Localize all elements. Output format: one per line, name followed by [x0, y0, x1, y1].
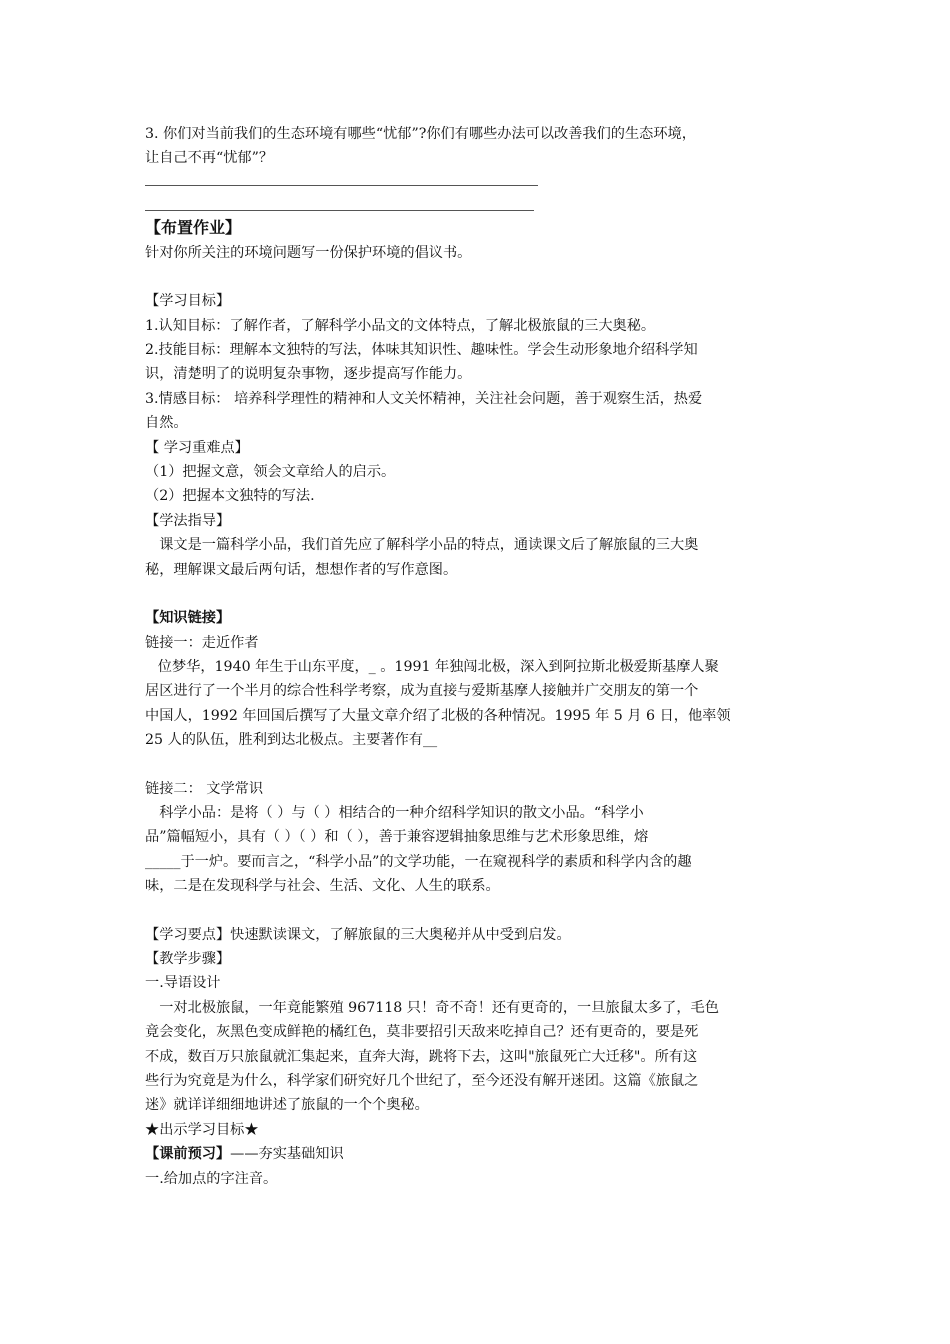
method-line-2: 秘，理解课文最后两句话，想想作者的写作意图。	[145, 561, 458, 578]
method-heading: 【学法指导】	[145, 512, 231, 529]
question-3-line-1: 3. 你们对当前我们的生态环境有哪些“忧郁”?你们有哪些办法可以改善我们的生态环境，	[145, 126, 696, 142]
intro-line-5: 迷》就详详细细地讲述了旅鼠的一个个奥秘。	[145, 1097, 429, 1114]
keypoints-heading: 【学习要点】	[145, 926, 231, 943]
preview-suffix: ——夯实基础知识	[230, 1146, 344, 1163]
link-2-line-1: 科学小品：是将（ ）与（ ）相结合的一种介绍科学知识的散文小品。“科学小	[159, 804, 644, 821]
preview-line	[145, 1142, 813, 1166]
difficulties-heading: 【 学习重难点】	[145, 439, 249, 456]
link-1-line-1: 位梦华，1940 年生于山东平度，_ 。1991 年独闯北极，深入到阿拉斯北极爱斯基摩人聚	[157, 658, 719, 675]
objective-3-line-1: 3.情感目标： 培养科学理性的精神和人文关怀精神，关注社会问题，善于观察生活，热爱	[145, 390, 703, 407]
objective-3-line-2: 自然。	[145, 415, 188, 432]
spacer	[145, 753, 813, 777]
link-2-line-4: 味，二是在发现科学与社会、生活、文化、人生的联系。	[145, 878, 500, 895]
intro-line-4: 些行为究竟是为什么，科学家们研究好几个世纪了，至今还没有解开迷团。这篇《旅鼠之	[145, 1073, 699, 1089]
spacer	[145, 582, 813, 606]
steps-heading: 【教学步骤】	[145, 950, 231, 967]
answer-line-2	[145, 210, 534, 211]
preview-item-1: 一.给加点的字注音。	[145, 1170, 278, 1187]
answer-line-1	[145, 185, 538, 186]
difficulty-2: （2）把握本文独特的写法.	[145, 488, 315, 505]
show-objectives: ★出示学习目标★	[145, 1121, 259, 1138]
intro-line-2: 竟会变化，灰黑色变成鲜艳的橘红色，莫非要招引天敌来吃掉自己？还有更奇的，要是死	[145, 1024, 699, 1041]
link-1-line-2: 居区进行了一个半月的综合性科学考察，成为直接与爱斯基摩人接触并广交朋友的第一个	[145, 683, 699, 700]
knowledge-heading: 【知识链接】	[145, 610, 231, 627]
intro-line-3: 不成，数百万只旅鼠就汇集起来，直奔大海，跳将下去，这叫"旅鼠死亡大迁移"。所有这	[145, 1048, 698, 1065]
difficulty-1: （1）把握文意，领会文章给人的启示。	[145, 464, 396, 481]
keypoints-text: 快速默读课文，了解旅鼠的三大奥秘并从中受到启发。	[230, 926, 571, 943]
intro-line-1: 一对北极旅鼠，一年竟能繁殖 967118 只！奇不奇！还有更奇的，一旦旅鼠太多了，毛色	[159, 999, 719, 1016]
homework-heading: 【布置作业】	[145, 217, 242, 237]
question-3-line-2: 让自己不再“忧郁”？	[145, 150, 274, 167]
steps-sub-1: 一.导语设计	[145, 975, 221, 992]
link-2-line-3: _____于一炉。要而言之，“科学小品”的文学功能，一在窥视科学的素质和科学内含的趣	[145, 853, 692, 870]
method-line-1: 课文是一篇科学小品，我们首先应了解科学小品的特点，通读课文后了解旅鼠的三大奥	[159, 537, 699, 554]
link-1-line-3: 中国人，1992 年回国后撰写了大量文章介绍了北极的各种情况。1995 年 5 月 6 日，他率领	[145, 707, 731, 724]
link-1-title: 链接一：走近作者	[145, 634, 259, 651]
spacer	[145, 265, 813, 289]
homework-text: 针对你所关注的环境问题写一份保护环境的倡议书。	[145, 244, 472, 261]
keypoints-line	[145, 923, 813, 947]
link-2-line-2: 品”篇幅短小，具有（ ）（ ）和（ ），善于兼容逻辑抽象思维与艺术形象思维，熔	[145, 829, 649, 846]
objective-2-line-1: 2.技能目标：理解本文独特的写法，体味其知识性、趣味性。学会生动形象地介绍科学知	[145, 342, 698, 359]
objective-1: 1.认知目标：了解作者，了解科学小品文的文体特点，了解北极旅鼠的三大奥秘。	[145, 317, 656, 334]
link-1-line-4: 25 人的队伍，胜利到达北极点。主要著作有__	[145, 732, 438, 749]
spacer	[145, 899, 813, 923]
document-body	[145, 122, 813, 1191]
objective-2-line-2: 识，清楚明了的说明复杂事物，逐步提高写作能力。	[145, 366, 472, 383]
link-2-title: 链接二： 文学常识	[145, 780, 264, 797]
objectives-heading: 【学习目标】	[145, 293, 231, 310]
preview-heading: 【课前预习】	[145, 1146, 231, 1163]
